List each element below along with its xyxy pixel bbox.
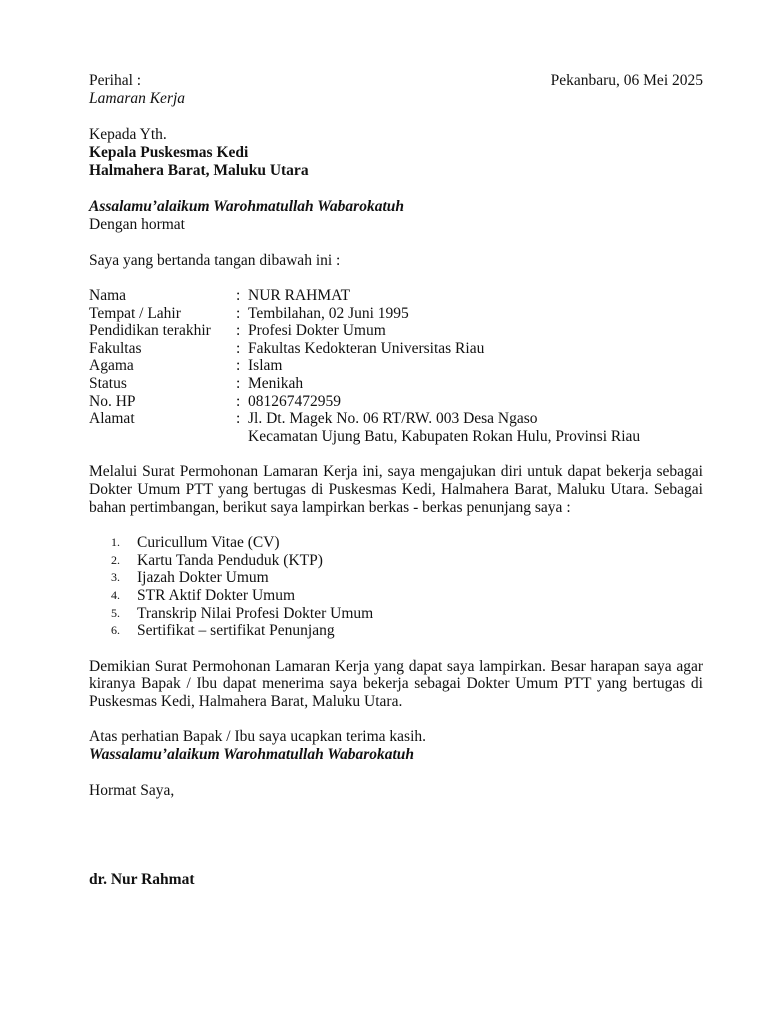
- recipient-location: Halmahera Barat, Maluku Utara: [89, 162, 309, 179]
- identity-table: [89, 287, 703, 445]
- identity-value: Tembilahan, 02 Juni 1995: [248, 304, 409, 322]
- identity-row: [89, 393, 703, 411]
- identity-label: Alamat: [89, 410, 135, 428]
- list-item-number: 2.: [111, 552, 120, 567]
- identity-label: Tempat / Lahir: [89, 304, 181, 322]
- identity-separator: :: [236, 410, 241, 428]
- list-item-text: STR Aktif Dokter Umum: [137, 586, 296, 604]
- subject-value: Lamaran Kerja: [89, 90, 186, 107]
- attachment-list: [89, 534, 703, 640]
- list-item-text: Ijazah Dokter Umum: [137, 569, 269, 587]
- list-item: [89, 552, 703, 570]
- identity-value: Menikah: [248, 374, 304, 392]
- closing-greeting: Wassalamu’alaikum Warohmatullah Wabarokatuh: [89, 746, 415, 764]
- identity-value: Profesi Dokter Umum: [248, 322, 386, 340]
- subject-label: Perihal :: [89, 72, 142, 89]
- recipient-salutation: Kepada Yth.: [89, 126, 167, 143]
- identity-label: Fakultas: [89, 339, 142, 357]
- identity-row: [89, 305, 703, 323]
- intro-text: Saya yang bertanda tangan dibawah ini :: [89, 252, 341, 269]
- identity-separator: :: [236, 287, 241, 304]
- identity-value: Fakultas Kedokteran Universitas Riau: [248, 339, 485, 357]
- list-item-number: 1.: [111, 535, 120, 550]
- list-item: [89, 569, 703, 587]
- opening-greeting: Assalamu’alaikum Warohmatullah Wabarokatuh: [89, 198, 404, 215]
- identity-separator: :: [236, 304, 241, 322]
- identity-value: Jl. Dt. Magek No. 06 RT/RW. 003 Desa Ngaso: [248, 410, 538, 428]
- list-item: [89, 622, 703, 640]
- identity-row: [89, 410, 703, 428]
- place-date: Pekanbaru, 06 Mei 2025: [550, 72, 703, 89]
- identity-row: [89, 287, 703, 305]
- identity-value: Islam: [248, 357, 283, 375]
- closing-block: [89, 728, 703, 764]
- list-item-text: Kartu Tanda Penduduk (KTP): [137, 551, 323, 569]
- identity-label: No. HP: [89, 392, 136, 410]
- identity-separator: :: [236, 357, 241, 375]
- identity-label: Nama: [89, 287, 127, 304]
- list-item-number: 5.: [111, 605, 120, 620]
- recipient-name: Kepala Puskesmas Kedi: [89, 144, 249, 161]
- opening-block: [89, 198, 703, 234]
- list-item-number: 4.: [111, 587, 120, 602]
- opening-respect: Dengan hormat: [89, 216, 185, 233]
- closing-thanks: Atas perhatian Bapak / Ibu saya ucapkan terima kasih.: [89, 728, 427, 746]
- identity-row: [89, 375, 703, 393]
- recipient-block: [89, 126, 703, 180]
- list-item: [89, 534, 703, 552]
- letter-page: [89, 72, 703, 889]
- identity-separator: :: [236, 339, 241, 357]
- list-item: [89, 605, 703, 623]
- identity-value: NUR RAHMAT: [248, 287, 351, 304]
- identity-separator: :: [236, 322, 241, 340]
- identity-value: 081267472959: [248, 392, 341, 410]
- body-paragraph-1: Melalui Surat Permohonan Lamaran Kerja ini, saya mengajukan diri untuk dapat bekerja sebagai Dokter Umum PTT yang bertugas di Puskesmas Kedi, Halmahera Barat, Maluku Utara. Sebagai bahan pertimbangan, berikut saya lampirkan berkas - berkas penunjang saya :: [89, 463, 703, 516]
- signatory-name: dr. Nur Rahmat: [89, 871, 195, 889]
- list-item-text: Sertifikat – sertifikat Penunjang: [137, 622, 335, 640]
- identity-label: Agama: [89, 357, 134, 375]
- identity-label: Status: [89, 374, 127, 392]
- letter-header: [89, 72, 703, 90]
- identity-row: [89, 322, 703, 340]
- identity-row: [89, 340, 703, 358]
- identity-separator: :: [236, 374, 241, 392]
- identity-separator: :: [236, 392, 241, 410]
- list-item-number: 6.: [111, 623, 120, 638]
- list-item-text: Curicullum Vitae (CV): [137, 534, 280, 552]
- closing-regards: Hormat Saya,: [89, 782, 175, 800]
- list-item-text: Transkrip Nilai Profesi Dokter Umum: [137, 604, 374, 622]
- list-item: [89, 587, 703, 605]
- identity-row: [89, 357, 703, 375]
- body-paragraph-2: Demikian Surat Permohonan Lamaran Kerja yang dapat saya lampirkan. Besar harapan saya agar kiranya Bapak / Ibu dapat menerima saya bekerja sebagai Dokter Umum PTT yang bertugas di Puskesmas Kedi, Halmahera Barat, Maluku Utara.: [89, 657, 703, 710]
- list-item-number: 3.: [111, 570, 120, 585]
- address-continued: Kecamatan Ujung Batu, Kabupaten Rokan Hulu, Provinsi Riau: [248, 427, 641, 445]
- identity-label: Pendidikan terakhir: [89, 322, 211, 340]
